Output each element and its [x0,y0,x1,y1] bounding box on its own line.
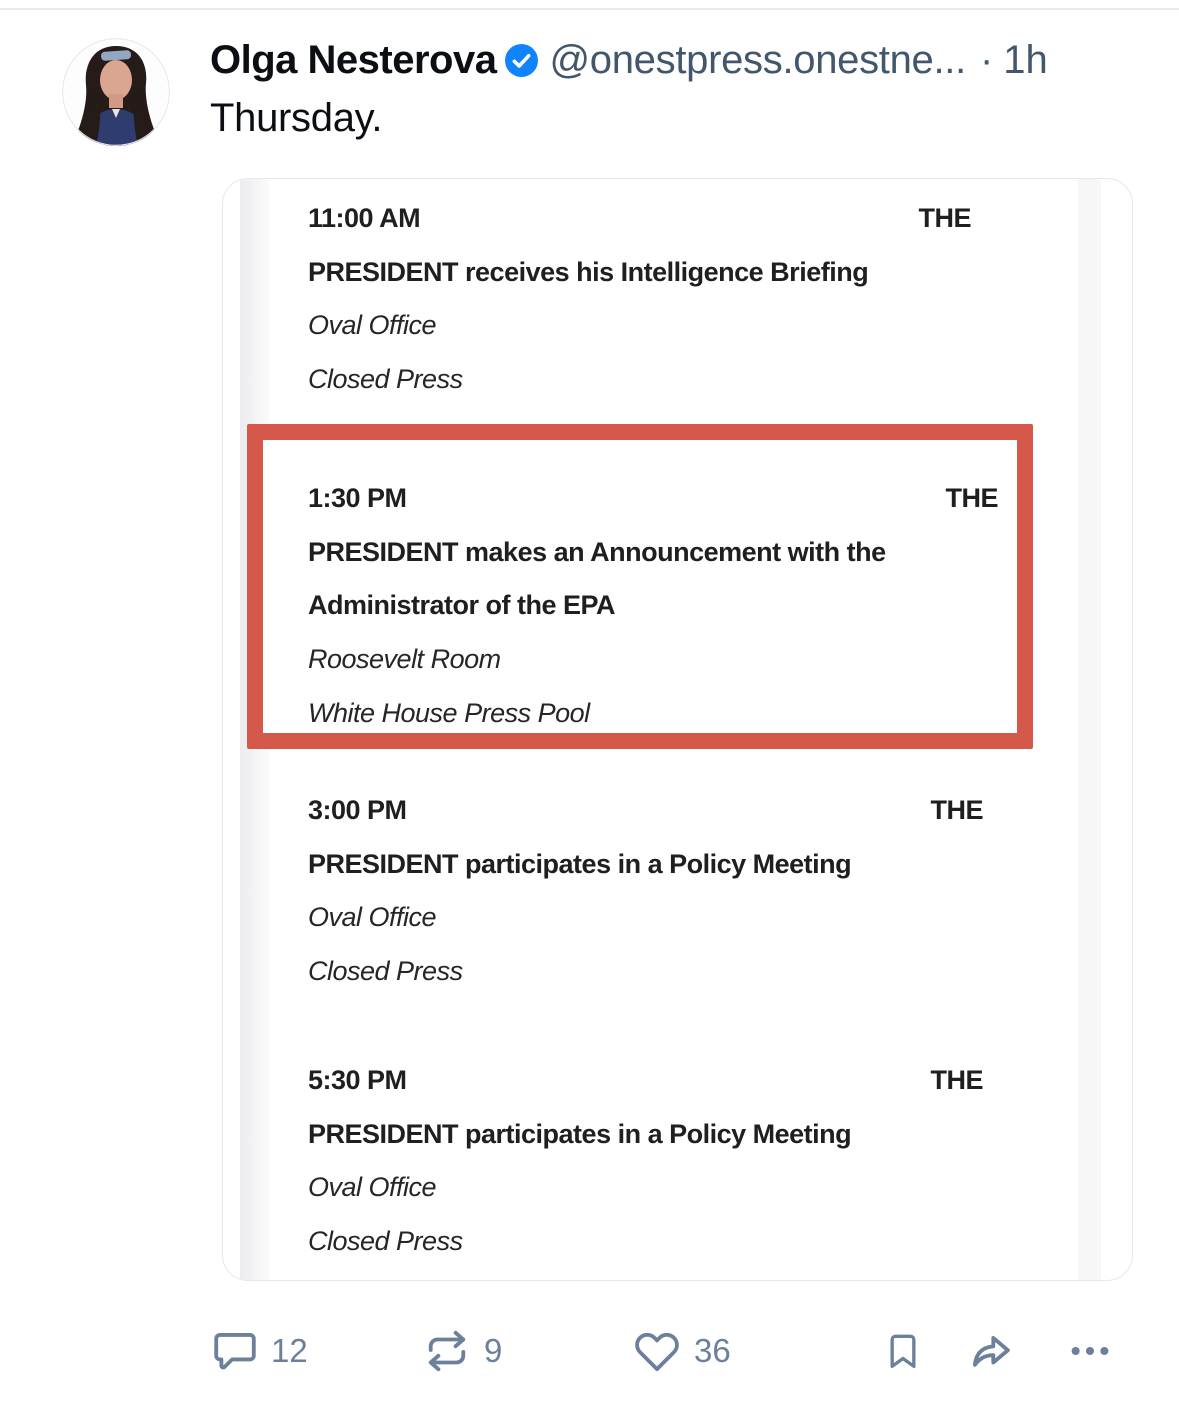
entry-press: Closed Press [308,1226,463,1257]
entry-title-line: PRESIDENT receives his Intelligence Briefing [308,256,869,287]
post-text: Thursday. [210,96,383,140]
entry-time: 11:00 AM [308,203,421,233]
author-handle[interactable]: @onestpress.onestne... [549,37,966,82]
schedule-image[interactable] [222,178,1133,1281]
entry-the-label: THE [918,203,971,233]
cycle-arrows-icon [423,1328,471,1374]
entry-location: Oval Office [308,310,437,341]
avatar[interactable] [62,38,170,146]
author-name[interactable]: Olga Nesterova [210,37,497,82]
entry-location: Oval Office [308,902,437,933]
separator-dot: · [979,37,994,82]
repost-count: 9 [484,1332,503,1369]
timestamp[interactable]: 1h [1003,37,1048,82]
entry-title-line: PRESIDENT participates in a Policy Meeting [308,848,852,879]
entry-title-line: PRESIDENT participates in a Policy Meeting [308,1118,852,1149]
schedule-entry-highlighted [308,472,998,741]
more-button[interactable] [1062,1327,1118,1375]
like-button[interactable] [633,1327,731,1375]
post-header [210,34,1048,86]
heart-icon [633,1328,681,1374]
entry-time: 5:30 PM [308,1065,407,1095]
entry-time: 3:00 PM [308,795,407,825]
entry-location: Oval Office [308,1172,437,1203]
repost-button[interactable] [423,1327,502,1375]
entry-the-label: THE [945,483,998,513]
forward-arrow-icon [964,1328,1018,1374]
like-count: 36 [694,1332,731,1369]
avatar-illustration [62,38,170,146]
schedule-entry [308,192,971,407]
verified-check-icon [505,44,538,77]
page-margin-strip-right [1078,179,1101,1280]
share-button[interactable] [964,1327,1018,1375]
entry-title-line: PRESIDENT makes an Announcement with the [308,536,886,567]
schedule-entry [308,1054,983,1269]
entry-press: Closed Press [308,956,463,987]
entry-title-line: Administrator of the EPA [308,590,616,621]
entry-the-label: THE [930,795,983,825]
speech-bubble-icon [212,1328,258,1374]
bookmark-button[interactable] [883,1327,923,1375]
entry-time: 1:30 PM [308,483,407,513]
reply-count: 12 [271,1332,308,1369]
reply-button[interactable] [212,1327,308,1375]
entry-location: Roosevelt Room [308,644,501,675]
bookmark-icon [883,1328,923,1374]
entry-the-label: THE [930,1065,983,1095]
post-separator [0,8,1179,10]
entry-press: White House Press Pool [308,697,590,728]
ellipsis-icon [1062,1328,1118,1374]
schedule-entry [308,784,983,999]
entry-press: Closed Press [308,364,463,395]
